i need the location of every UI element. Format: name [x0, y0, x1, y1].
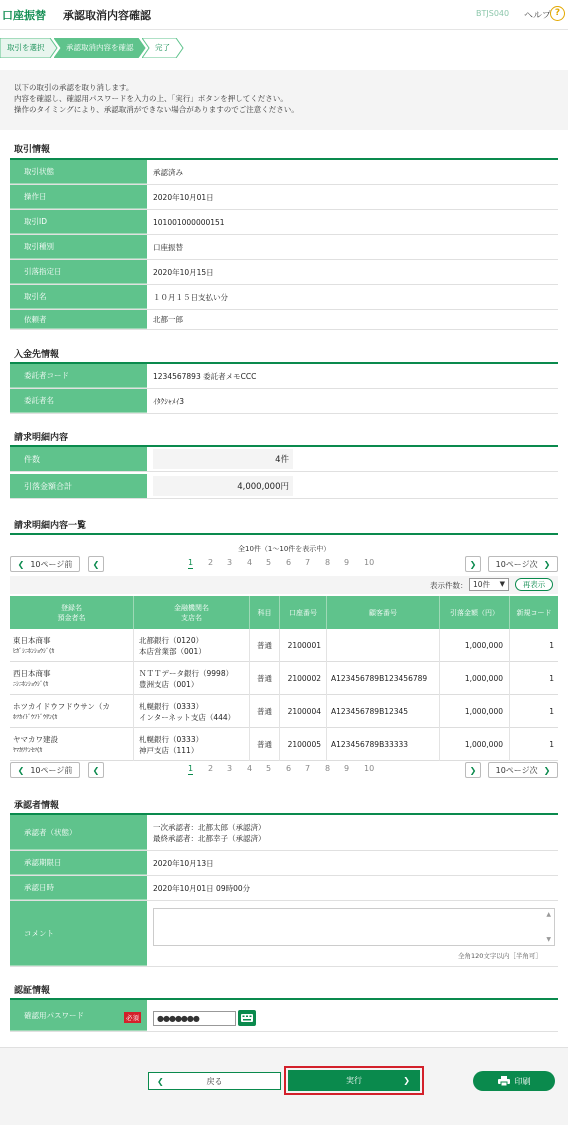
cell-customer [327, 629, 440, 662]
help-link[interactable]: ヘルプ [524, 11, 552, 21]
cell-customer: A123456789B33333 [327, 728, 440, 761]
row-approval-datetime [10, 876, 558, 901]
next-10-pages-button[interactable] [488, 762, 558, 778]
row-consignor-name [10, 389, 558, 414]
row-consignor-code [10, 364, 558, 389]
prev-10-pages-button[interactable] [10, 556, 80, 572]
chevron-right-icon: ❯ [469, 765, 477, 775]
row-total-amount [10, 474, 558, 499]
cell-code: 1 [549, 641, 554, 650]
col-registered-name [10, 596, 134, 629]
step-complete-label: 完了 [155, 43, 170, 52]
printer-icon [498, 1076, 510, 1086]
col-account-number [280, 596, 327, 629]
col-amount [440, 596, 510, 629]
header-text: 登録名 [61, 603, 82, 612]
value: 承認済み [153, 167, 183, 177]
cell-name [10, 728, 134, 761]
header-text: 引落金額（円） [450, 608, 499, 617]
software-keyboard-button[interactable] [238, 1010, 256, 1026]
instruction-line-1: 以下の取引の承認を取り消します。 [14, 83, 134, 92]
label: 確認用パスワード [10, 1000, 147, 1031]
display-count-bar [10, 576, 558, 594]
prev-10-pages-button[interactable] [10, 762, 80, 778]
page-5[interactable]: 5 [266, 764, 272, 773]
page-4[interactable]: 4 [247, 558, 253, 567]
page-4[interactable]: 4 [247, 764, 253, 773]
label: 委託者コード [10, 364, 147, 388]
col-customer-number [327, 596, 440, 629]
kana: ﾎﾂｶｲﾄﾞｳﾌﾄﾞｳｻﾝ(ｶ [13, 713, 58, 721]
table-row [10, 662, 558, 695]
header-text: 支店名 [181, 613, 202, 622]
row-confirm-password [10, 1000, 558, 1032]
chevron-right-icon: ❯ [543, 559, 551, 569]
cell-code: 1 [549, 674, 554, 683]
approver-section-title: 承認者情報 [14, 801, 60, 811]
col-bank [134, 596, 250, 629]
label: 承認日時 [10, 876, 147, 900]
cell-type: 普通 [250, 728, 280, 761]
page-2[interactable]: 2 [208, 764, 214, 773]
cell-bank [134, 629, 250, 662]
value: 1234567893 委託者メモCCC [153, 371, 257, 381]
back-button[interactable] [148, 1072, 281, 1090]
label: 取引種別 [10, 235, 147, 259]
display-count-label: 表示件数： [430, 581, 468, 590]
row-transaction-id [10, 210, 558, 235]
screen-code: BTJS040 [476, 9, 510, 18]
deposit-section-title: 入金先情報 [14, 350, 60, 360]
execute-label: 実行 [346, 1076, 362, 1085]
step-confirm [54, 38, 146, 58]
name: ホツカイドウフドウサン（カ [13, 701, 110, 711]
cell-account: 2100002 [280, 662, 327, 695]
transaction-section-title: 取引情報 [14, 145, 51, 155]
label: 操作日 [10, 185, 147, 209]
value: 北都一郎 [153, 315, 183, 324]
chevron-left-icon: ❮ [17, 765, 25, 775]
value: ｲﾀｸｼｬﾒｲ3 [153, 396, 185, 406]
chevron-left-icon: ❮ [157, 1076, 164, 1086]
pager-bottom [10, 762, 558, 778]
cell-amount: 1,000,000 [440, 662, 510, 695]
name: ヤマカワ建設 [13, 734, 58, 744]
cell-amount: 1,000,000 [440, 629, 510, 662]
step-confirm-label: 承認取消内容を確認 [66, 43, 134, 52]
label: コメント [10, 901, 147, 966]
auth-section-title: 認証情報 [14, 986, 51, 996]
step-complete [142, 38, 184, 58]
prev-10-label: 10ページ前 [30, 559, 73, 569]
step-select [0, 38, 58, 58]
row-requester [10, 310, 558, 330]
approver-final: 最終承認者：北都幸子（承認済） [153, 833, 266, 843]
page-7[interactable]: 7 [305, 764, 311, 773]
cell-customer: A123456789B123456789 [327, 662, 440, 695]
cell-name [10, 662, 134, 695]
value: 4,000,000円 [153, 476, 293, 496]
cell-amount: 1,000,000 [440, 695, 510, 728]
row-operation-date [10, 185, 558, 210]
table-row [10, 695, 558, 728]
value: 2020年10月01日 [153, 192, 214, 202]
cell-type: 普通 [250, 662, 280, 695]
chevron-right-icon: ❯ [403, 1076, 410, 1085]
header-text: 預金者名 [57, 613, 86, 622]
value: 2020年10月01日 09時00分 [153, 883, 251, 893]
instruction-box [0, 70, 568, 130]
label: 件数 [10, 447, 147, 471]
chevron-left-icon: ❮ [92, 765, 100, 775]
table-row [10, 629, 558, 662]
row-approver-status [10, 815, 558, 851]
step-select-label: 取引を選択 [7, 43, 45, 52]
value: 2020年10月13日 [153, 858, 214, 868]
name: 東日本商事 [13, 635, 51, 645]
next-page-button[interactable] [465, 762, 481, 778]
comment-textarea[interactable] [153, 908, 555, 946]
approver-first: 一次承認者：北都太郎（承認済） [153, 822, 266, 832]
page-2[interactable]: 2 [208, 558, 214, 567]
row-debit-date [10, 260, 558, 285]
page-8[interactable]: 8 [325, 764, 331, 773]
label: 依頼者 [10, 310, 147, 329]
col-new-code [510, 596, 558, 629]
cell-bank [134, 695, 250, 728]
cell-name [10, 695, 134, 728]
cell-account: 2100005 [280, 728, 327, 761]
result-count: 全10件（1～10件を表示中） [238, 545, 331, 553]
row-approval-deadline [10, 851, 558, 876]
scroll-down-icon[interactable]: ▼ [546, 936, 551, 943]
progress-steps [0, 38, 568, 58]
row-transaction-name [10, 285, 558, 310]
row-count [10, 447, 558, 472]
page-5[interactable]: 5 [266, 558, 272, 567]
label: 引落金額合計 [10, 474, 147, 498]
kana: ﾆｼﾆﾎﾝｼｮｳｼﾞ(ｶ [13, 680, 49, 688]
page-title: 承認取消内容確認 [63, 9, 151, 22]
bank: 札幌銀行（0333） [139, 701, 204, 711]
instruction-line-3: 操作のタイミングにより、承認取消ができない場合がありますのでご注意ください。 [14, 105, 299, 114]
scroll-up-icon[interactable]: ▲ [546, 911, 551, 918]
header-text: 科目 [257, 608, 272, 617]
next-10-label: 10ページ次 [495, 559, 538, 569]
chevron-down-icon: ▼ [499, 580, 505, 588]
value: １０月１５日支払い分 [153, 292, 228, 302]
label: 取引名 [10, 285, 147, 309]
kana: ﾋｶﾞｼﾆﾎﾝｼｮｳｼﾞ(ｶ [13, 647, 55, 655]
bank: 札幌銀行（0333） [139, 734, 204, 744]
execute-button[interactable] [288, 1070, 420, 1091]
pager-top [10, 556, 558, 572]
label: 取引ID [10, 210, 147, 234]
summary-section-title: 請求明細内容 [14, 433, 69, 443]
redisplay-button[interactable]: 再表示 [515, 578, 553, 591]
name: 西日本商事 [13, 668, 51, 678]
page-7[interactable]: 7 [305, 558, 311, 567]
table-header [10, 596, 558, 629]
cell-amount: 1,000,000 [440, 728, 510, 761]
chevron-left-icon: ❮ [92, 559, 100, 569]
label: 引落指定日 [10, 260, 147, 284]
required-badge: 必須 [126, 1014, 139, 1022]
header-text: 金融機関名 [174, 603, 209, 612]
page-1[interactable]: 1 [188, 558, 194, 567]
page-10[interactable]: 10 [364, 764, 375, 773]
value: 口座振替 [153, 242, 183, 252]
value: 4件 [153, 449, 293, 469]
value: 2020年10月15日 [153, 267, 214, 277]
cell-bank [134, 728, 250, 761]
print-label: 印刷 [514, 1076, 531, 1086]
service-title: 口座振替 [2, 9, 46, 22]
kana: ﾔﾏｶﾜｹﾝｾﾂ(ｶ [13, 746, 43, 754]
page-9[interactable]: 9 [344, 558, 350, 567]
page-10[interactable]: 10 [364, 558, 375, 567]
keyboard-icon [238, 1010, 256, 1026]
cell-account: 2100004 [280, 695, 327, 728]
next-10-label: 10ページ次 [495, 765, 538, 775]
next-page-button[interactable] [465, 556, 481, 572]
branch: 神戸支店（111） [139, 745, 199, 755]
comment-hint: 全角120文字以内［半角可］ [458, 952, 542, 960]
next-10-pages-button[interactable] [488, 556, 558, 572]
table-row [10, 728, 558, 761]
page-9[interactable]: 9 [344, 764, 350, 773]
section-divider [10, 533, 558, 535]
page-header [0, 0, 568, 30]
value: 101001000000151 [153, 217, 225, 227]
help-icon[interactable]: ? [550, 6, 565, 21]
cell-bank [134, 662, 250, 695]
cell-code: 1 [549, 740, 554, 749]
page-3[interactable]: 3 [227, 558, 233, 567]
page-6[interactable]: 6 [286, 558, 292, 567]
page-3[interactable]: 3 [227, 764, 233, 773]
cell-type: 普通 [250, 695, 280, 728]
cell-code: 1 [549, 707, 554, 716]
page-6[interactable]: 6 [286, 764, 292, 773]
header-text: 顧客番号 [369, 608, 397, 617]
page-1[interactable]: 1 [188, 764, 194, 773]
branch: インターネット支店（444） [139, 712, 236, 722]
display-count-value: 10件 [473, 580, 491, 589]
chevron-right-icon: ❯ [543, 765, 551, 775]
label: 取引状態 [10, 160, 147, 184]
chevron-right-icon: ❯ [469, 559, 477, 569]
row-transaction-type [10, 235, 558, 260]
label: 承認者（状態） [10, 815, 147, 850]
branch: 豊洲支店（001） [139, 679, 199, 689]
cell-type: 普通 [250, 629, 280, 662]
bank: ＮＴＴデータ銀行（9998） [139, 668, 234, 678]
label: 承認期限日 [10, 851, 147, 875]
display-count-select[interactable] [469, 578, 509, 591]
branch: 本店営業部（001） [139, 646, 206, 656]
cell-account: 2100001 [280, 629, 327, 662]
cell-name [10, 629, 134, 662]
header-text: 口座番号 [289, 608, 317, 617]
instruction-line-2: 内容を確認し、確認用パスワードを入力の上、「実行」ボタンを押してください。 [14, 94, 288, 103]
list-section-title: 請求明細内容一覧 [14, 521, 87, 531]
back-label: 戻る [206, 1076, 223, 1086]
value [153, 815, 558, 850]
prev-10-label: 10ページ前 [30, 765, 73, 775]
print-button[interactable] [473, 1071, 555, 1091]
header-text: 新規コード [516, 608, 552, 617]
prev-page-button[interactable] [88, 762, 104, 778]
cell-customer: A123456789B12345 [327, 695, 440, 728]
bank: 北都銀行（0120） [139, 635, 204, 645]
chevron-left-icon: ❮ [17, 559, 25, 569]
label: 委託者名 [10, 389, 147, 413]
prev-page-button[interactable] [88, 556, 104, 572]
col-account-type [250, 596, 280, 629]
row-transaction-status [10, 160, 558, 185]
page-8[interactable]: 8 [325, 558, 331, 567]
password-input[interactable]: ●●●●●●● [153, 1011, 236, 1026]
